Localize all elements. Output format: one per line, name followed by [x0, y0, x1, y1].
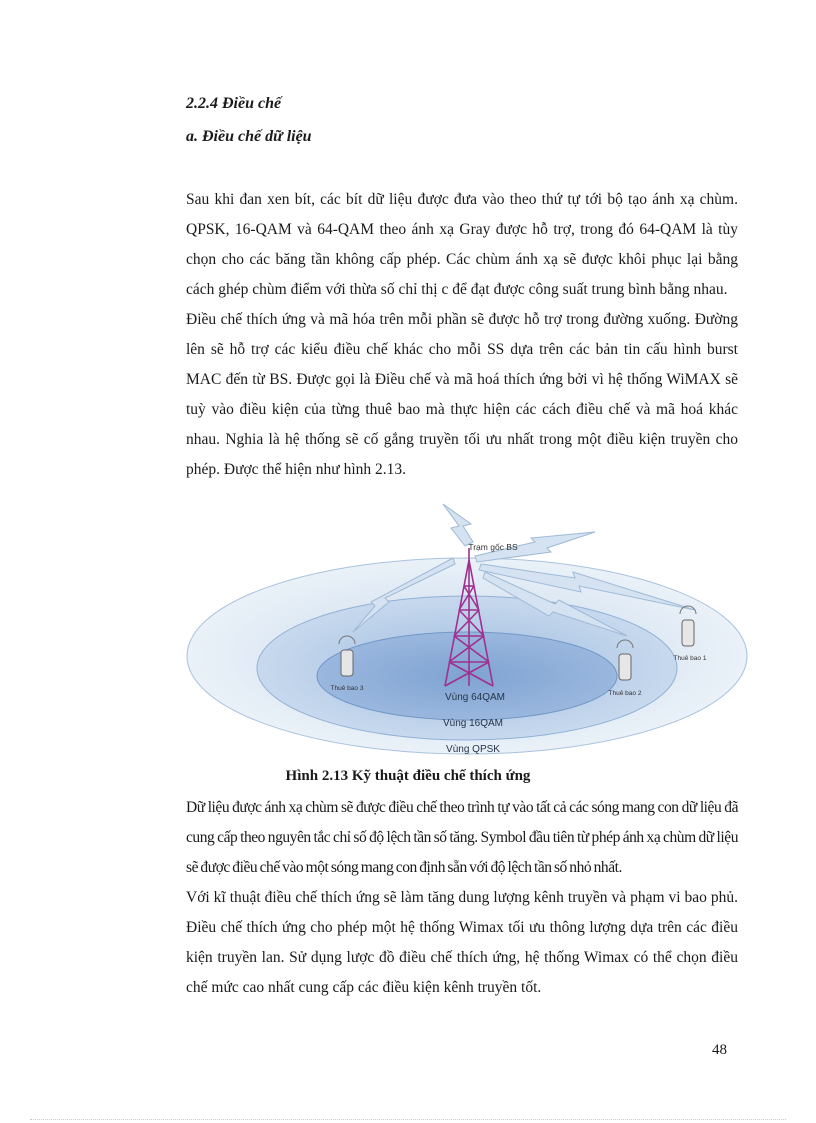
- paragraph-3: [186, 793, 738, 883]
- paragraph-2-text: Điều chế thích ứng và mã hóa trên mỗi phần sẽ được hỗ trợ trong đường xuống. Đường lên sẽ hỗ trợ các kiểu điều chế khác cho mỗi SS dựa trên các bản tin cấu hình burst MAC đến từ BS. Được gọi là Điều chế và mã hoá thích ứng bởi vì hệ thống WiMAX sẽ tuỳ vào điều kiện của từng thuê bao mà thực hiện các cách điều chế và mã hoá khác nhau. Nghia là hệ thống sẽ cố gắng truyền tối ưu nhất trong một điều kiện truyền cho phép. Được thể hiện như hình 2.13.: [186, 311, 738, 478]
- subsection-heading: a. Điều chế dữ liệu: [186, 128, 312, 145]
- figure-caption: Hình 2.13 Kỹ thuật điều chế thích ứng: [285, 768, 531, 784]
- base-station-label: Trạm gốc BS: [468, 542, 518, 552]
- paragraph-1: [186, 155, 738, 305]
- paragraph-3-text: Dữ liệu được ánh xạ chùm sẽ được điều chế theo trình tự vào tất cả các sóng mang con dữ liệu đã cung cấp theo nguyên tắc chỉ số độ lệch tần số tăng. Symbol đầu tiên từ phép ánh xạ chùm dữ liệu sẽ được điều chế vào một sóng mang con định sẵn với độ lệch tần số nhỏ nhất.: [186, 799, 738, 876]
- subscriber-3-label: Thuê bao 3: [330, 685, 364, 692]
- section-heading: 2.2.4 Điều chế: [186, 95, 282, 112]
- adaptive-modulation-figure: [175, 498, 755, 766]
- subscriber-1-label: Thuê bao 1: [673, 655, 707, 662]
- paragraph-2: [186, 305, 738, 485]
- zone-qpsk-label: Vùng QPSK: [446, 744, 500, 755]
- page-number: 48: [712, 1042, 727, 1058]
- zone-64qam-label: Vùng 64QAM: [444, 692, 506, 703]
- subscriber-2-label: Thuê bao 2: [608, 690, 642, 697]
- paragraph-1-text: Sau khi đan xen bít, các bít dữ liệu được đưa vào theo thứ tự tới bộ tạo ánh xạ chùm. QPSK, 16-QAM và 64-QAM theo ánh xạ Gray được hỗ trợ, trong đó 64-QAM là tùy chọn cho các băng tần không cấp phép. Các chùm ánh xạ sẽ được khôi phục lại bằng cách ghép chùm điểm với thừa số chỉ thị c để đạt được công suất trung bình bằng nhau.: [186, 191, 738, 298]
- paragraph-4-text: Với kĩ thuật điều chế thích ứng sẽ làm tăng dung lượng kênh truyền và phạm vi bao phủ. Điều chế thích ứng cho phép một hệ thống Wimax tối ưu thông lượng dựa trên các điều kiện truyền lan. Sử dụng lược đồ điều chế thích ứng, hệ thống Wimax có thể chọn điều chế mức cao nhất cung cấp các điều kiện kênh truyền tốt.: [186, 889, 738, 996]
- zone-16qam-label: Vùng 16QAM: [442, 718, 504, 729]
- paragraph-4: [186, 883, 738, 1003]
- footer-divider: [30, 1119, 786, 1120]
